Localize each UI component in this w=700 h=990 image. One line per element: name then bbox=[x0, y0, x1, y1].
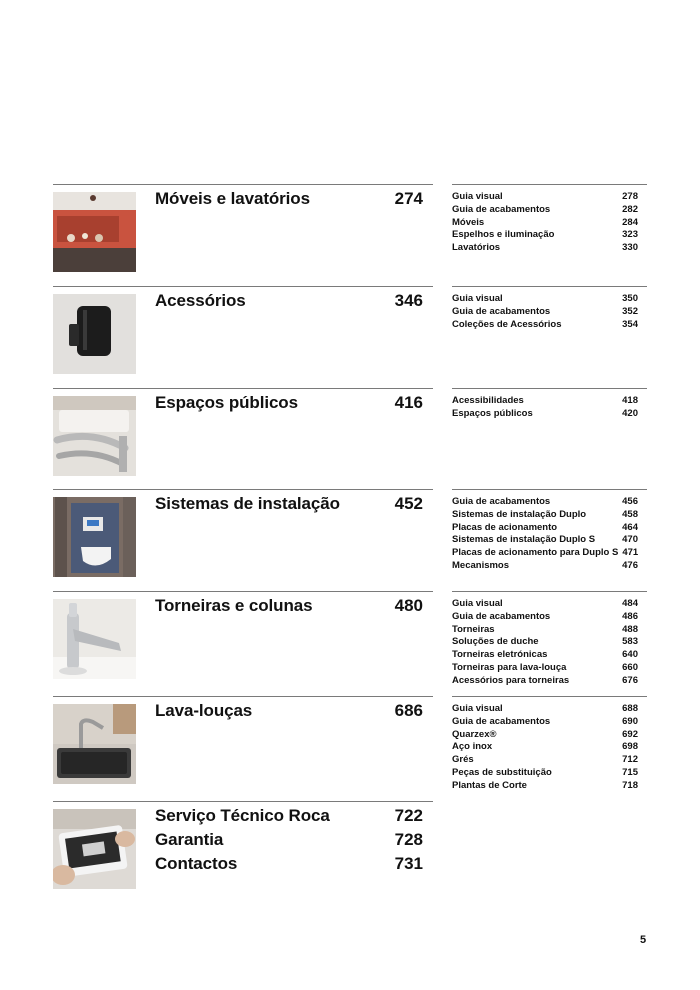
subsection-item[interactable]: Soluções de duche 583 bbox=[452, 636, 638, 648]
divider bbox=[452, 489, 647, 490]
subsection-item[interactable]: Sistemas de instalação Duplo 458 bbox=[452, 508, 638, 520]
subsection-item[interactable]: Grés 712 bbox=[452, 754, 638, 766]
section-title[interactable]: Móveis e lavatórios bbox=[155, 189, 310, 208]
subsection-list bbox=[452, 598, 638, 688]
divider bbox=[53, 388, 433, 389]
divider bbox=[53, 696, 433, 697]
divider bbox=[452, 696, 647, 697]
section-title[interactable]: Garantia bbox=[155, 830, 224, 849]
divider bbox=[452, 184, 647, 185]
subsection-item[interactable]: Placas de acionamento 464 bbox=[452, 521, 638, 533]
toc-section-acessorios bbox=[53, 286, 647, 386]
subsection-item[interactable]: Guia de acabamentos 352 bbox=[452, 305, 638, 317]
section-title[interactable]: Serviço Técnico Roca bbox=[155, 806, 330, 825]
wall-toilet-system-image bbox=[53, 497, 136, 577]
section-page-number: 480 bbox=[394, 596, 423, 615]
subsection-item[interactable]: Peças de substituição 715 bbox=[452, 766, 638, 778]
section-title[interactable]: Torneiras e colunas bbox=[155, 596, 313, 615]
subsection-item[interactable]: Torneiras eletrónicas 640 bbox=[452, 649, 638, 661]
divider bbox=[53, 489, 433, 490]
divider bbox=[452, 591, 647, 592]
subsection-item[interactable]: Coleções de Acessórios 354 bbox=[452, 318, 638, 330]
tablet-service-image bbox=[53, 809, 136, 889]
toc-entry[interactable] bbox=[155, 854, 423, 878]
divider bbox=[53, 591, 433, 592]
section-page-number: 731 bbox=[394, 854, 423, 873]
toc-entry[interactable] bbox=[155, 830, 423, 854]
subsection-item[interactable]: Mecanismos 476 bbox=[452, 559, 638, 571]
section-page-number: 416 bbox=[394, 393, 423, 412]
subsection-item[interactable]: Espelhos e iluminação 323 bbox=[452, 229, 638, 241]
section-page-number: 722 bbox=[394, 806, 423, 825]
divider bbox=[53, 184, 433, 185]
toc-section-moveis bbox=[53, 184, 647, 284]
subsection-item[interactable]: Lavatórios 330 bbox=[452, 242, 638, 254]
section-page-number: 274 bbox=[394, 189, 423, 208]
faucet-image bbox=[53, 599, 136, 679]
kitchen-sink-image bbox=[53, 704, 136, 784]
subsection-item[interactable]: Guia visual 688 bbox=[452, 703, 638, 714]
subsection-list bbox=[452, 395, 638, 421]
subsection-list bbox=[452, 496, 638, 573]
section-title[interactable]: Contactos bbox=[155, 854, 238, 873]
subsection-item[interactable]: Guia visual 278 bbox=[452, 191, 638, 202]
section-title[interactable]: Sistemas de instalação bbox=[155, 494, 340, 513]
subsection-item[interactable]: Guia de acabamentos 456 bbox=[452, 496, 638, 507]
divider bbox=[53, 801, 433, 802]
toc-section-lava-loucas bbox=[53, 696, 647, 800]
section-page-number: 686 bbox=[394, 701, 423, 720]
subsection-item[interactable]: Guia visual 484 bbox=[452, 598, 638, 609]
subsection-item[interactable]: Guia de acabamentos 486 bbox=[452, 610, 638, 622]
section-title[interactable]: Espaços públicos bbox=[155, 393, 298, 412]
toc-entry[interactable] bbox=[155, 806, 423, 830]
subsection-item[interactable]: Espaços públicos 420 bbox=[452, 407, 638, 419]
subsection-list bbox=[452, 191, 638, 255]
subsection-item[interactable]: Quarzex® 692 bbox=[452, 728, 638, 740]
page-number: 5 bbox=[640, 934, 647, 946]
divider bbox=[452, 286, 647, 287]
section-title[interactable]: Lava-louças bbox=[155, 701, 253, 720]
divider bbox=[53, 286, 433, 287]
section-page-number: 452 bbox=[394, 494, 423, 513]
subsection-item[interactable]: Guia de acabamentos 690 bbox=[452, 715, 638, 727]
subsection-item[interactable]: Plantas de Corte 718 bbox=[452, 779, 638, 791]
subsection-item[interactable]: Acessibilidades 418 bbox=[452, 395, 638, 406]
subsection-item[interactable]: Torneiras 488 bbox=[452, 623, 638, 635]
subsection-item[interactable]: Móveis 284 bbox=[452, 216, 638, 228]
subsection-list bbox=[452, 703, 638, 793]
subsection-item[interactable]: Guia de acabamentos 282 bbox=[452, 203, 638, 215]
subsection-item[interactable]: Placas de acionamento para Duplo S 471 bbox=[452, 547, 639, 559]
section-page-number: 728 bbox=[394, 830, 423, 849]
subsection-item[interactable]: Acessórios para torneiras 676 bbox=[452, 674, 638, 686]
section-page-number: 346 bbox=[394, 291, 423, 310]
subsection-item[interactable]: Sistemas de instalação Duplo S 470 bbox=[452, 534, 638, 546]
subsection-item[interactable]: Guia visual 350 bbox=[452, 293, 638, 304]
divider bbox=[452, 388, 647, 389]
bathroom-furniture-image bbox=[53, 192, 136, 272]
subsection-list bbox=[452, 293, 638, 331]
subsection-item[interactable]: Torneiras para lava-louça 660 bbox=[452, 661, 638, 673]
subsection-item[interactable]: Aço inox 698 bbox=[452, 741, 638, 753]
toc-section-torneiras bbox=[53, 591, 647, 695]
section-title[interactable]: Acessórios bbox=[155, 291, 246, 310]
toc-section-servicos bbox=[53, 801, 647, 901]
toc-section-sistemas-instalacao bbox=[53, 489, 647, 589]
accessory-dispenser-image bbox=[53, 294, 136, 374]
toc-section-espacos-publicos bbox=[53, 388, 647, 488]
grab-bar-image bbox=[53, 396, 136, 476]
